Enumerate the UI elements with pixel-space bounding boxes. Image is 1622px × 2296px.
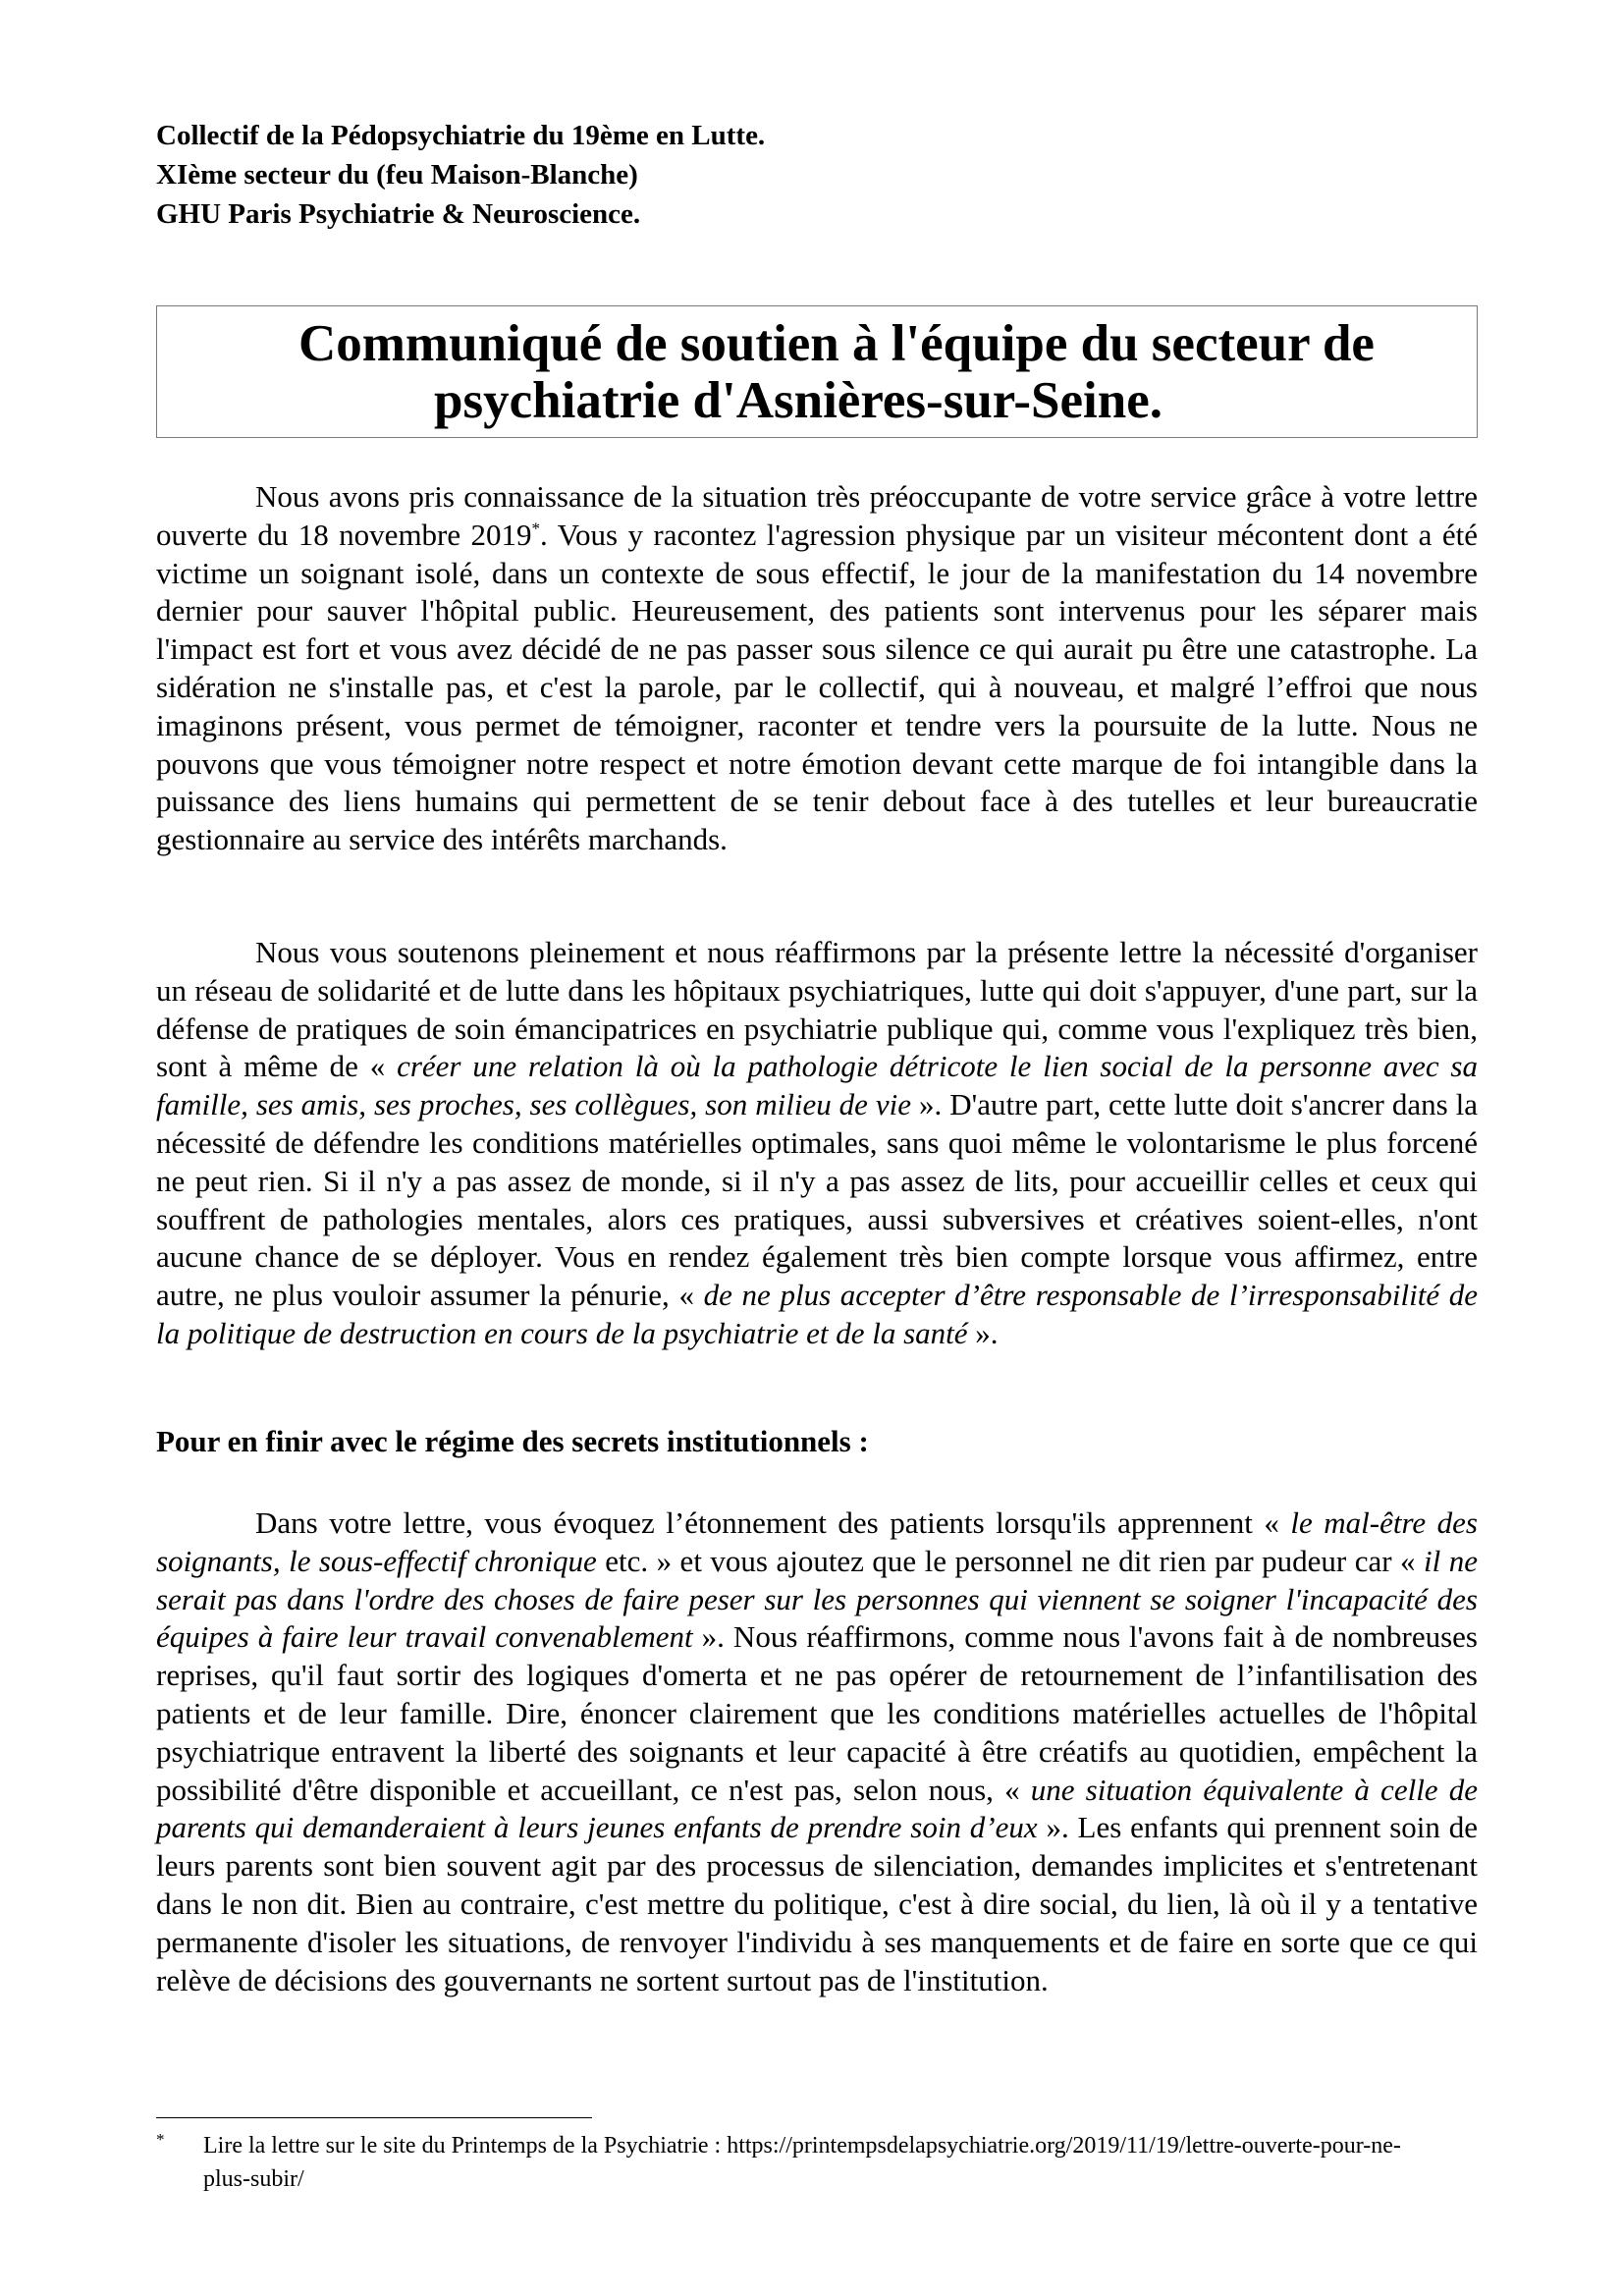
paragraph-text: . Vous y racontez l'agression physique par un visiteur mécontent dont a été victime un soignant isolé, dans un contexte de sous effectif, le jour de la manifestation du 14 novembre dernier pour sauver l'hôpital public. Heureusement, des patients sont intervenus pour les séparer mais l'impact est fort et vous avez décidé de ne pas passer sous silence ce qui aurait pu être une catastrophe. La sidération ne s'installe pas, et c'est la parole, par le collectif, qui à nouveau, et malgré l’effroi que nous imaginons présent, vous permet de témoigner, raconter et tendre vers la poursuite de la lutte. Nous ne pouvons que vous témoigner notre respect et notre émotion devant cette marque de foi intangible dans la puissance des liens humains qui permettent de se tenir debout face à des tutelles et leur bureaucratie gestionnaire au service des intérêts marchands.	[156, 517, 1478, 857]
paragraph-text: ». Les enfants qui prennent soin de leurs parents sont bien souvent agit par des processus de silenciation, demandes implicites et s'entretenant dans le non dit. Bien au contraire, c'est mettre du politique, c'est à dire social, du lien, là où il y a tentative permanente d'isoler les situations, de renvoyer l'individu à ses manquements et de faire en sorte que ce qui relève de décisions des gouvernants ne sortent surtout pas de l'institution.	[156, 1810, 1478, 1997]
footnote-separator	[156, 2117, 592, 2118]
paragraph-support	[156, 934, 1478, 1353]
quote-text: il ne serait pas dans l'ordre des choses de faire peser sur les personnes qui viennent se soigner l'incapacité des équipes à faire leur travail convenablement	[156, 1543, 1478, 1655]
header-block	[156, 116, 765, 234]
paragraph-text: Dans votre lettre, vous évoquez l’étonnement des patients lorsqu'ils apprennent «	[255, 1505, 1291, 1540]
quote-text: de ne plus accepter d’être responsable de l’irresponsabilité de la politique de destruction en cours de la psychiatrie et de la santé	[156, 1278, 1478, 1350]
footnote	[156, 2129, 1478, 2196]
paragraph-text: ».	[967, 1315, 999, 1350]
footnote-text[interactable]: Lire la lettre sur le site du Printemps de la Psychiatrie : https://printempsdelapsychiatrie.org/2019/11/19/lettre-ouverte-pour-ne-plus-subir/	[203, 2133, 1401, 2192]
paragraph-text: ». D'autre part, cette lutte doit s'ancrer dans la nécessité de défendre les conditions matérielles optimales, sans quoi même le volontarisme le plus forcené ne peut rien. Si il n'y a pas assez de monde, si il n'y a pas assez de lits, pour accueillir celles et ceux qui souffrent de pathologies mentales, alors ces pratiques, aussi subversives et créatives soient-elles, n'ont aucune chance de se déployer. Vous en rendez également très bien compte lorsque vous affirmez, entre autre, ne plus vouloir assumer la pénurie, «	[156, 1087, 1479, 1313]
paragraph-text: etc. » et vous ajoutez que le personnel ne dit rien par pudeur car «	[596, 1543, 1425, 1578]
paragraph-text: Nous vous soutenons pleinement et nous réaffirmons par la présente lettre la nécessité d'organiser un réseau de solidarité et de lutte dans les hôpitaux psychiatriques, lutte qui doit s'appuyer, d'une part, sur la défense de pratiques de soin émancipatrices en psychiatrie publique qui, comme vous l'expliquez très bien, sont à même de «	[156, 935, 1478, 1084]
quote-text: le mal-être des soignants, le sous-effectif chronique	[156, 1505, 1478, 1578]
footnote-mark: *	[156, 2130, 165, 2149]
footnote-reference[interactable]: *	[531, 519, 541, 538]
title-line-2: psychiatrie d'Asnières-sur-Seine.	[434, 372, 1162, 429]
header-institution: GHU Paris Psychiatrie & Neuroscience.	[156, 198, 641, 230]
title-line-1: Communiqué de soutien à l'équipe du secteur de	[298, 315, 1375, 372]
paragraph-secrets	[156, 1504, 1478, 1999]
section-heading: Pour en finir avec le régime des secrets institutionnels :	[156, 1424, 869, 1458]
header-sector: XIème secteur du (feu Maison-Blanche)	[156, 159, 638, 191]
header-collective: Collectif de la Pédopsychiatrie du 19ème en Lutte.	[156, 120, 766, 151]
paragraph-situation	[156, 478, 1478, 859]
quote-text: une situation équivalente à celle de parents qui demanderaient à leurs jeunes enfants de prendre soin d’eux	[156, 1772, 1478, 1845]
paragraph-text: Nous avons pris connaissance de la situation très préoccupante de votre service grâce à votre lettre ouverte du 18 novembre 2019	[156, 479, 1478, 552]
paragraph-text: ». Nous réaffirmons, comme nous l'avons fait à de nombreuses reprises, qu'il faut sortir des logiques d'omerta et ne pas opérer de retournement de l’infantilisation des patients et de leur famille. Dire, énoncer clairement que les conditions matérielles actuelles de l'hôpital psychiatrique entravent la liberté des soignants et leur capacité à être créatifs au quotidien, empêchent la possibilité d'être disponible et accueillant, ce n'est pas, selon nous, «	[156, 1619, 1478, 1807]
title-box	[156, 305, 1478, 438]
quote-text: créer une relation là où la pathologie détricote le lien social de la personne avec sa famille, ses amis, ses proches, ses collègues, son milieu de vie	[156, 1049, 1478, 1122]
